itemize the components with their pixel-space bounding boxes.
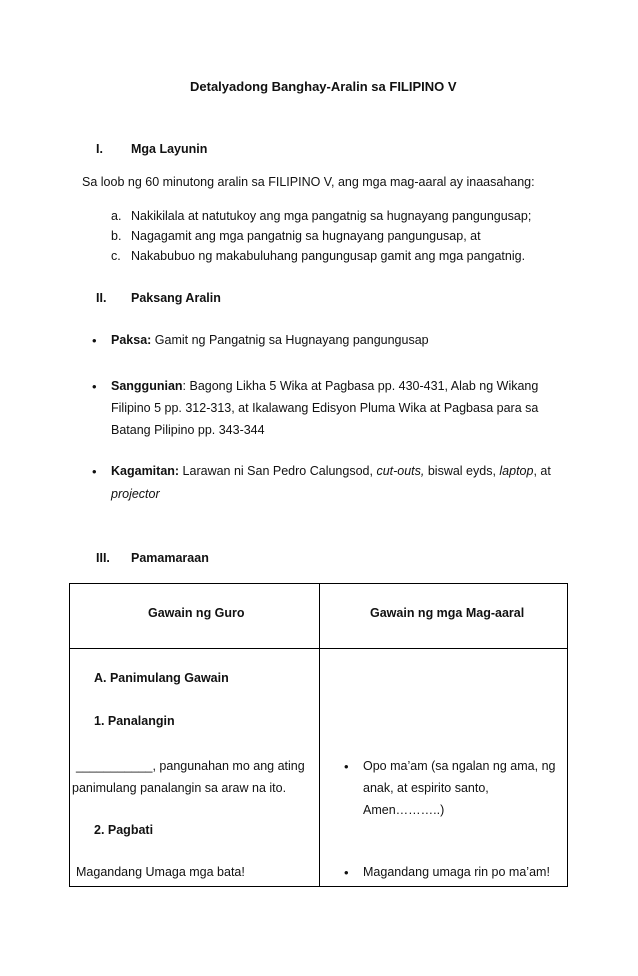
pamamaraan-table — [69, 583, 568, 887]
section-3-number: III. — [96, 551, 110, 565]
objective-letter: c. — [111, 249, 121, 263]
section-1-heading: Mga Layunin — [131, 142, 208, 156]
student-greeting-response: • Magandang umaga rin po ma’am! — [363, 865, 550, 879]
objective-letter: b. — [111, 229, 122, 243]
objective-item: Nagagamit ang mga pangatnig sa hugnayang pangungusap, at — [131, 229, 481, 243]
kagamitan-italic: laptop — [499, 464, 534, 478]
kagamitan-text: , at — [533, 464, 551, 478]
sanggunian-text: : Bagong Likha 5 Wika at Pagbasa pp. 430-431, Alab ng Wikang — [182, 379, 539, 393]
section-2-number: II. — [96, 291, 107, 305]
guro-greeting: Magandang Umaga mga bata! — [76, 865, 245, 879]
student-prayer-line: Amen………..) — [363, 803, 445, 817]
document-title: Detalyadong Banghay-Aralin sa FILIPINO V — [190, 79, 457, 94]
kagamitan-label: Kagamitan: — [111, 464, 180, 478]
student-prayer-response: • Opo ma’am (sa ngalan ng ama, ng — [363, 759, 555, 773]
kagamitan-text: Larawan ni San Pedro Calungsod, — [179, 464, 377, 478]
section-3-heading: Pamamaraan — [131, 551, 209, 565]
paksa-item — [111, 333, 429, 347]
table-header-divider — [70, 648, 567, 649]
guro-prayer-line: ___________, pangunahan mo ang ating — [76, 759, 305, 773]
table-header-mag-aaral: Gawain ng mga Mag-aaral — [370, 606, 525, 620]
paksa-text: Gamit ng Pangatnig sa Hugnayang pangungusap — [151, 333, 429, 347]
kagamitan-text: biswal eyds, — [424, 464, 500, 478]
kagamitan-item — [111, 464, 551, 478]
kagamitan-italic-line: projector — [111, 487, 160, 501]
subheading-panimulang-gawain: A. Panimulang Gawain — [94, 671, 229, 685]
kagamitan-italic: cut-outs, — [376, 464, 425, 478]
paksa-label: Paksa: — [111, 333, 152, 347]
item-pagbati: 2. Pagbati — [94, 823, 154, 837]
objectives-intro: Sa loob ng 60 minutong aralin sa FILIPINO V, ang mga mag-aaral ay inaasahang: — [82, 175, 535, 189]
section-1-number: I. — [96, 142, 103, 156]
objective-item: Nakabubuo ng makabuluhang pangungusap gamit ang mga pangatnig. — [131, 249, 526, 263]
sanggunian-label: Sanggunian — [111, 379, 183, 393]
objective-item: Nakikilala at natutukoy ang mga pangatnig sa hugnayang pangungusap; — [131, 209, 532, 223]
guro-prayer-line: panimulang panalangin sa araw na ito. — [72, 781, 287, 795]
table-header-guro: Gawain ng Guro — [148, 606, 245, 620]
table-column-divider — [319, 584, 320, 886]
sanggunian-text-line: Filipino 5 pp. 312-313, at Ikalawang Edisyon Pluma Wika at Pagbasa para sa — [111, 401, 539, 415]
sanggunian-item — [111, 379, 538, 393]
student-prayer-line: anak, at espirito santo, — [363, 781, 489, 795]
item-panalangin: 1. Panalangin — [94, 714, 175, 728]
objective-letter: a. — [111, 209, 122, 223]
section-2-heading: Paksang Aralin — [131, 291, 221, 305]
sanggunian-text-line: Batang Pilipino pp. 343-344 — [111, 423, 265, 437]
